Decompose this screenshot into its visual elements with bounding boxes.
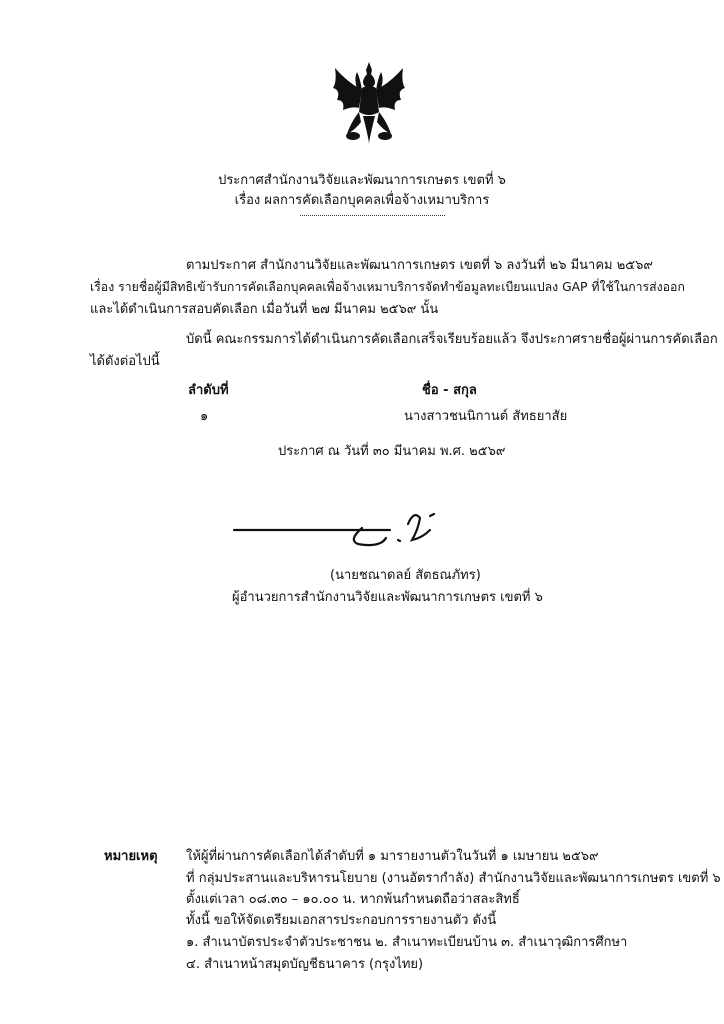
- note-label: หมายเหตุ: [104, 849, 158, 864]
- announcement-date: ประกาศ ณ วันที่ ๓๐ มีนาคม พ.ศ. ๒๕๖๙: [278, 444, 506, 459]
- signer-name: (นายชณาดลย์ สัตธณภัทร): [330, 568, 481, 583]
- row-1-name: นางสาวชนนิกานต์ สัทธยาสัย: [404, 409, 568, 424]
- note-line-3: ตั้งแต่เวลา ๐๘.๓๐ – ๑๐.๐๐ น. หากพ้นกำหนดถือว่าสละสิทธิ์: [186, 892, 520, 907]
- paragraph-2-line-2: ได้ดังต่อไปนี้: [90, 354, 160, 369]
- note-line-5: ๑. สำเนาบัตรประจำตัวประชาชน ๒. สำเนาทะเบียนบ้าน ๓. สำเนาวุฒิการศึกษา: [186, 935, 628, 950]
- note-line-6: ๔. สำเนาหน้าสมุดบัญชีธนาคาร (กรุงไทย): [186, 957, 424, 972]
- announcement-subject: เรื่อง ผลการคัดเลือกบุคคลเพื่อจ้างเหมาบริการ: [234, 193, 490, 208]
- paragraph-2-line-1: บัดนี้ คณะกรรมการได้ดำเนินการคัดเลือกเสร็จเรียบร้อยแล้ว จึงประกาศรายชื่อผู้ผ่านการคัดเลือก: [186, 332, 718, 347]
- row-1-rank: ๑: [200, 409, 209, 424]
- paragraph-1-line-1: ตามประกาศ สำนักงานวิจัยและพัฒนาการเกษตร เขตที่ ๖ ลงวันที่ ๒๖ มีนาคม ๒๕๖๙: [186, 258, 653, 273]
- handwritten-signature: [230, 500, 460, 560]
- signer-position: ผู้อำนวยการสำนักงานวิจัยและพัฒนาการเกษตร เขตที่ ๖: [232, 590, 543, 605]
- title-divider: [300, 215, 445, 216]
- rank-column-header: ลำดับที่: [188, 383, 229, 398]
- name-column-header: ชื่อ - สกุล: [422, 383, 477, 398]
- announcement-title: ประกาศสำนักงานวิจัยและพัฒนาการเกษตร เขตที่ ๖: [218, 173, 506, 188]
- note-line-2: ที่ กลุ่มประสานและบริหารนโยบาย (งานอัตรากำลัง) สำนักงานวิจัยและพัฒนาการเกษตร เขตที่ ๖: [186, 871, 721, 886]
- paragraph-1-line-2: เรื่อง รายชื่อผู้มีสิทธิเข้ารับการคัดเลือกบุคคลเพื่อจ้างเหมาบริการจัดทำข้อมูลทะเบียนแปลง GAP ที่ใช้ในการส่งออก: [90, 280, 685, 294]
- note-line-4: ทั้งนี้ ขอให้จัดเตรียมเอกสารประกอบการรายงานตัว ดังนี้: [186, 913, 497, 928]
- note-line-1: ให้ผู้ที่ผ่านการคัดเลือกได้ลำดับที่ ๑ มารายงานตัวในวันที่ ๑ เมษายน ๒๕๖๙: [186, 849, 599, 864]
- paragraph-1-line-3: และได้ดำเนินการสอบคัดเลือก เมื่อวันที่ ๒๗ มีนาคม ๒๕๖๙ นั้น: [90, 302, 439, 317]
- garuda-emblem: [329, 60, 409, 146]
